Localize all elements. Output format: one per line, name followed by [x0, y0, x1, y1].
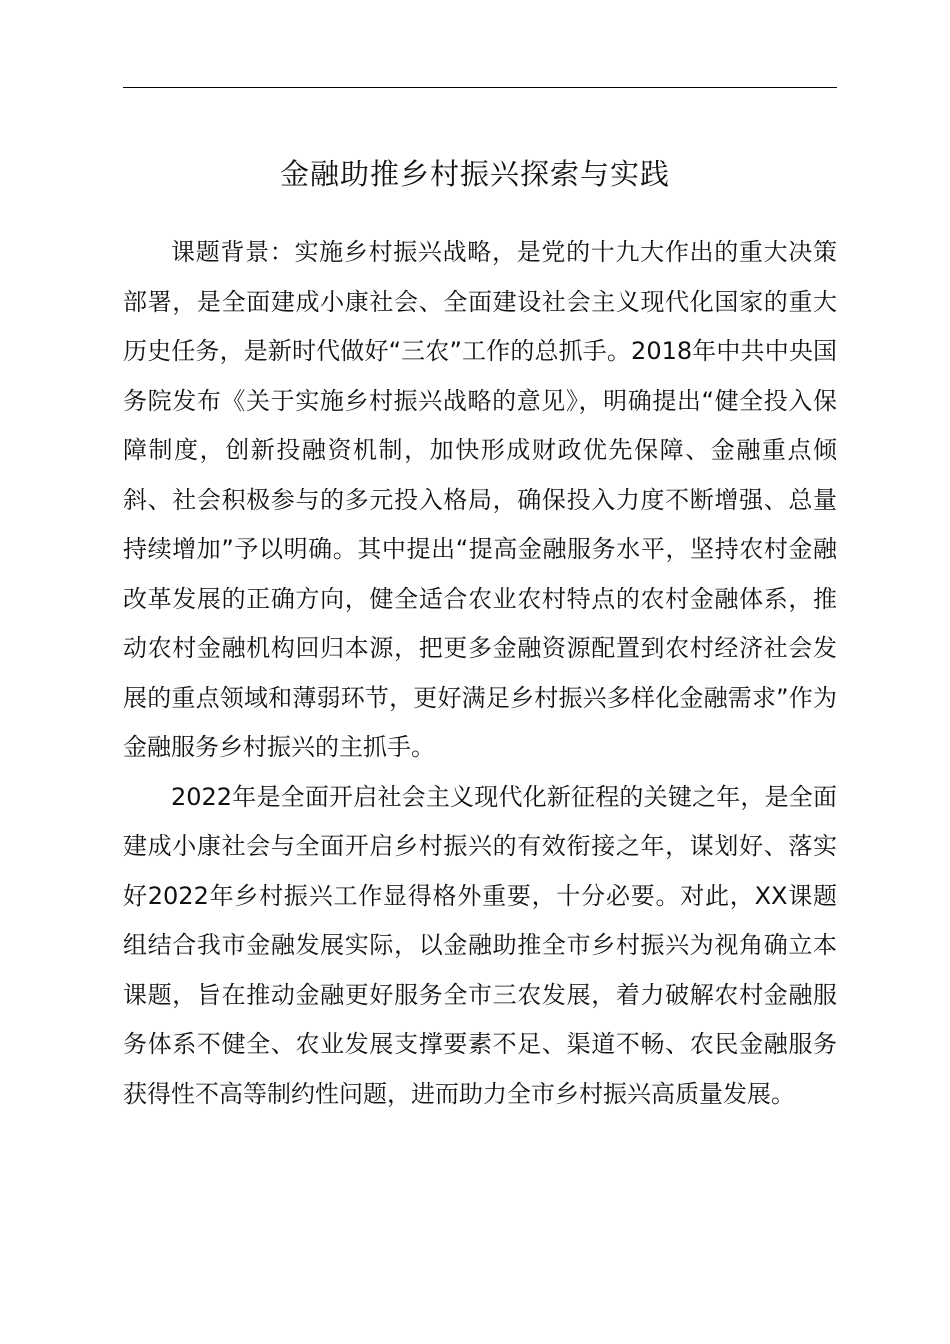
- header-rule: [123, 87, 837, 88]
- paragraph-2022: 2022年是全面开启社会主义现代化新征程的关键之年，是全面建成小康社会与全面开启乡村振兴的有效衔接之年，谋划好、落实好2022年乡村振兴工作显得格外重要，十分必要。对此，XX课题组结合我市金融发展实际，以金融助推全市乡村振兴为视角确立本课题，旨在推动金融更好服务全市三农发展，着力破解农村金融服务体系不健全、农业发展支撑要素不足、渠道不畅、农民金融服务获得性不高等制约性问题，进而助力全市乡村振兴高质量发展。: [123, 782, 837, 1108]
- document-title: 金融助推乡村振兴探索与实践: [279, 157, 670, 191]
- document-body: [123, 228, 837, 1119]
- paragraph-background: 课题背景：实施乡村振兴战略，是党的十九大作出的重大决策部署，是全面建成小康社会、全面建设社会主义现代化国家的重大历史任务，是新时代做好“三农”工作的总抓手。2018年中共中央国务院发布《关于实施乡村振兴战略的意见》，明确提出“健全投入保障制度，创新投融资机制，加快形成财政优先保障、金融重点倾斜、社会积极参与的多元投入格局，确保投入力度不断增强、总量持续增加”予以明确。其中提出“提高金融服务水平，坚持农村金融改革发展的正确方向，健全适合农业农村特点的农村金融体系，推动农村金融机构回归本源，把更多金融资源配置到农村经济社会发展的重点领域和薄弱环节，更好满足乡村振兴多样化金融需求”作为金融服务乡村振兴的主抓手。: [123, 238, 837, 761]
